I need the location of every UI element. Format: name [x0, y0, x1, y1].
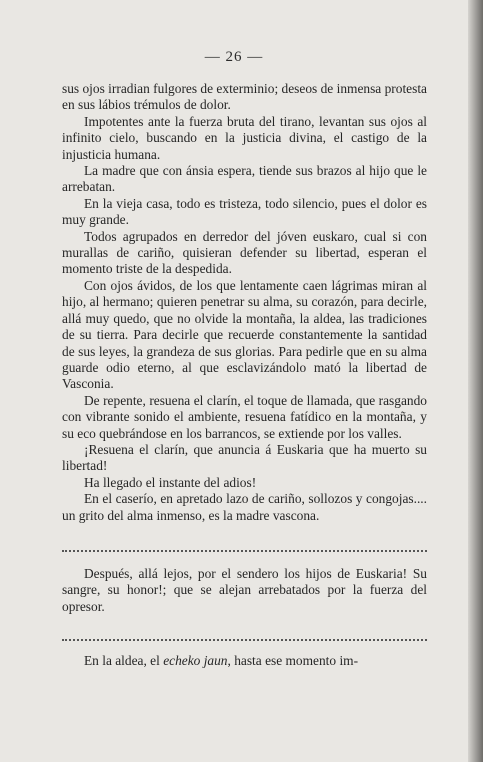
paragraph: sus ojos irradian fulgores de exterminio; deseos de inmensa protesta en sus lábios trémulos de dolor. — [62, 81, 427, 113]
paragraph: Impotentes ante la fuerza bruta del tirano, levantan sus ojos al infinito cielo, buscando en la justicia divina, el castigo de la injusticia humana. — [62, 113, 427, 162]
paragraph: ¡Resuena el clarín, que anuncia á Euskaria que ha muerto su libertad! — [62, 441, 427, 474]
text-run: , hasta ese momento im- — [227, 653, 359, 669]
binding-shadow — [468, 0, 483, 762]
dotted-separator — [62, 623, 427, 641]
italic-term: echeko jaun — [163, 653, 228, 669]
paragraph: Después, allá lejos, por el sendero los hijos de Euskaria! Su sangre, su honor!; que se alejan arrebatados por la fuerza del opresor. — [62, 565, 427, 614]
paragraph-last — [62, 653, 427, 669]
paragraph: De repente, resuena el clarín, el toque de llamada, que rasgando con vibrante sonido el ambiente, resuena fatídico en la montaña, y su eco quebrándose en los barrancos, se extiende por los valles. — [62, 392, 427, 441]
page-number: — 26 — — [204, 49, 264, 65]
paragraph: Todos agrupados en derredor del jóven euskaro, cual si con murallas de cariño, quisieran defender su libertad, esperan el momento triste de la despedida. — [62, 228, 427, 277]
text-run: En la aldea, el — [84, 653, 164, 669]
paragraph: La madre que con ánsia espera, tiende sus brazos al hijo que le arrebatan. — [62, 163, 427, 195]
paragraph: Ha llegado el instante del adios! — [84, 474, 257, 490]
body-text — [62, 81, 427, 670]
paragraph: En el caserío, en apretado lazo de cariño, sollozos y congojas.... un grito del alma inmenso, es la madre vascona. — [62, 491, 427, 523]
dotted-separator — [62, 534, 427, 552]
paragraph: Con ojos ávidos, de los que lentamente caen lágrimas miran al hijo, al hermano; quieren penetrar su alma, su corazón, para decirle, allá muy quedo, que no olvide la montaña, la aldea, las tradiciones de su tierra. Para decirle que recuerde constantemente la santidad de sus leyes, la grandeza de sus glorias. Para pedirle que en su alma guarde odio eterno, al que esclavizándolo mató la libertad de Vasconia. — [62, 277, 427, 392]
paragraph: En la vieja casa, todo es tristeza, todo silencio, pues el dolor es muy grande. — [62, 195, 427, 228]
